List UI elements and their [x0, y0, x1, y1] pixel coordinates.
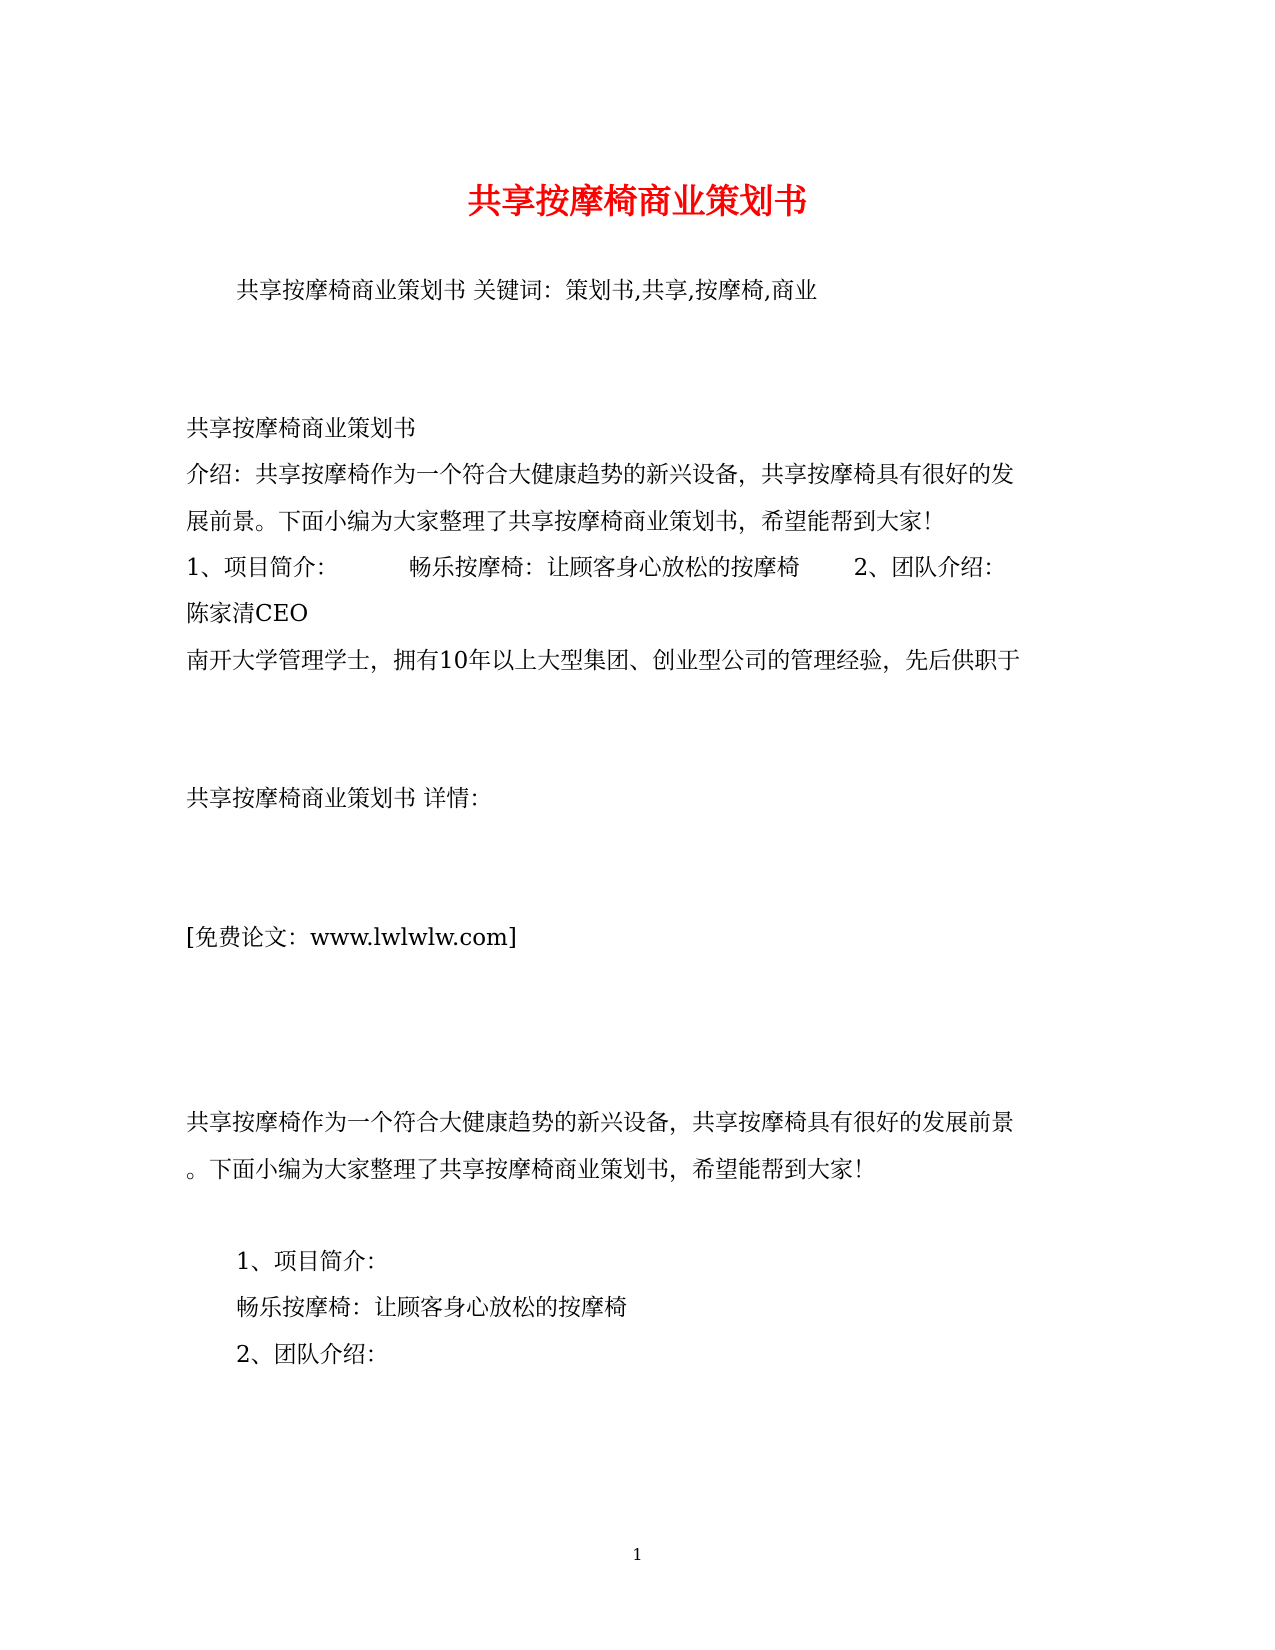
section-1-text: 畅乐按摩椅：让顾客身心放松的按摩椅 — [236, 1295, 627, 1321]
summary-heading: 共享按摩椅商业策划书 — [186, 416, 416, 442]
summary-item-2-label: 2、团队介绍： — [853, 555, 1007, 581]
section-2-heading: 2、团队介绍： — [236, 1342, 389, 1368]
summary-ceo: 陈家清CEO — [186, 601, 309, 627]
summary-intro-line-1: 介绍：共享按摩椅作为一个符合大健康趋势的新兴设备，共享按摩椅具有很好的发 — [186, 462, 1014, 488]
section-1-heading: 1、项目简介： — [236, 1249, 389, 1275]
summary-items-row — [186, 553, 1006, 583]
details-heading: 共享按摩椅商业策划书 详情： — [186, 786, 493, 812]
summary-item-1-label: 1、项目简介： — [186, 555, 339, 581]
summary-item-1-text: 畅乐按摩椅：让顾客身心放松的按摩椅 — [408, 555, 800, 581]
body-paragraph-line-1: 共享按摩椅作为一个符合大健康趋势的新兴设备，共享按摩椅具有很好的发展前景 — [186, 1110, 1014, 1136]
summary-ceo-description: 南开大学管理学士，拥有10年以上大型集团、创业型公司的管理经验，先后供职于 — [186, 648, 1021, 674]
page-number: 1 — [632, 1545, 643, 1564]
free-paper-note: [免费论文：www.lwlwlw.com] — [186, 925, 517, 951]
body-paragraph-line-2: 。下面小编为大家整理了共享按摩椅商业策划书，希望能帮到大家！ — [186, 1157, 876, 1183]
summary-intro-line-2: 展前景。下面小编为大家整理了共享按摩椅商业策划书，希望能帮到大家！ — [186, 509, 945, 535]
keywords-line: 共享按摩椅商业策划书 关键词：策划书,共享,按摩椅,商业 — [236, 278, 818, 304]
document-title: 共享按摩椅商业策划书 — [467, 182, 808, 222]
